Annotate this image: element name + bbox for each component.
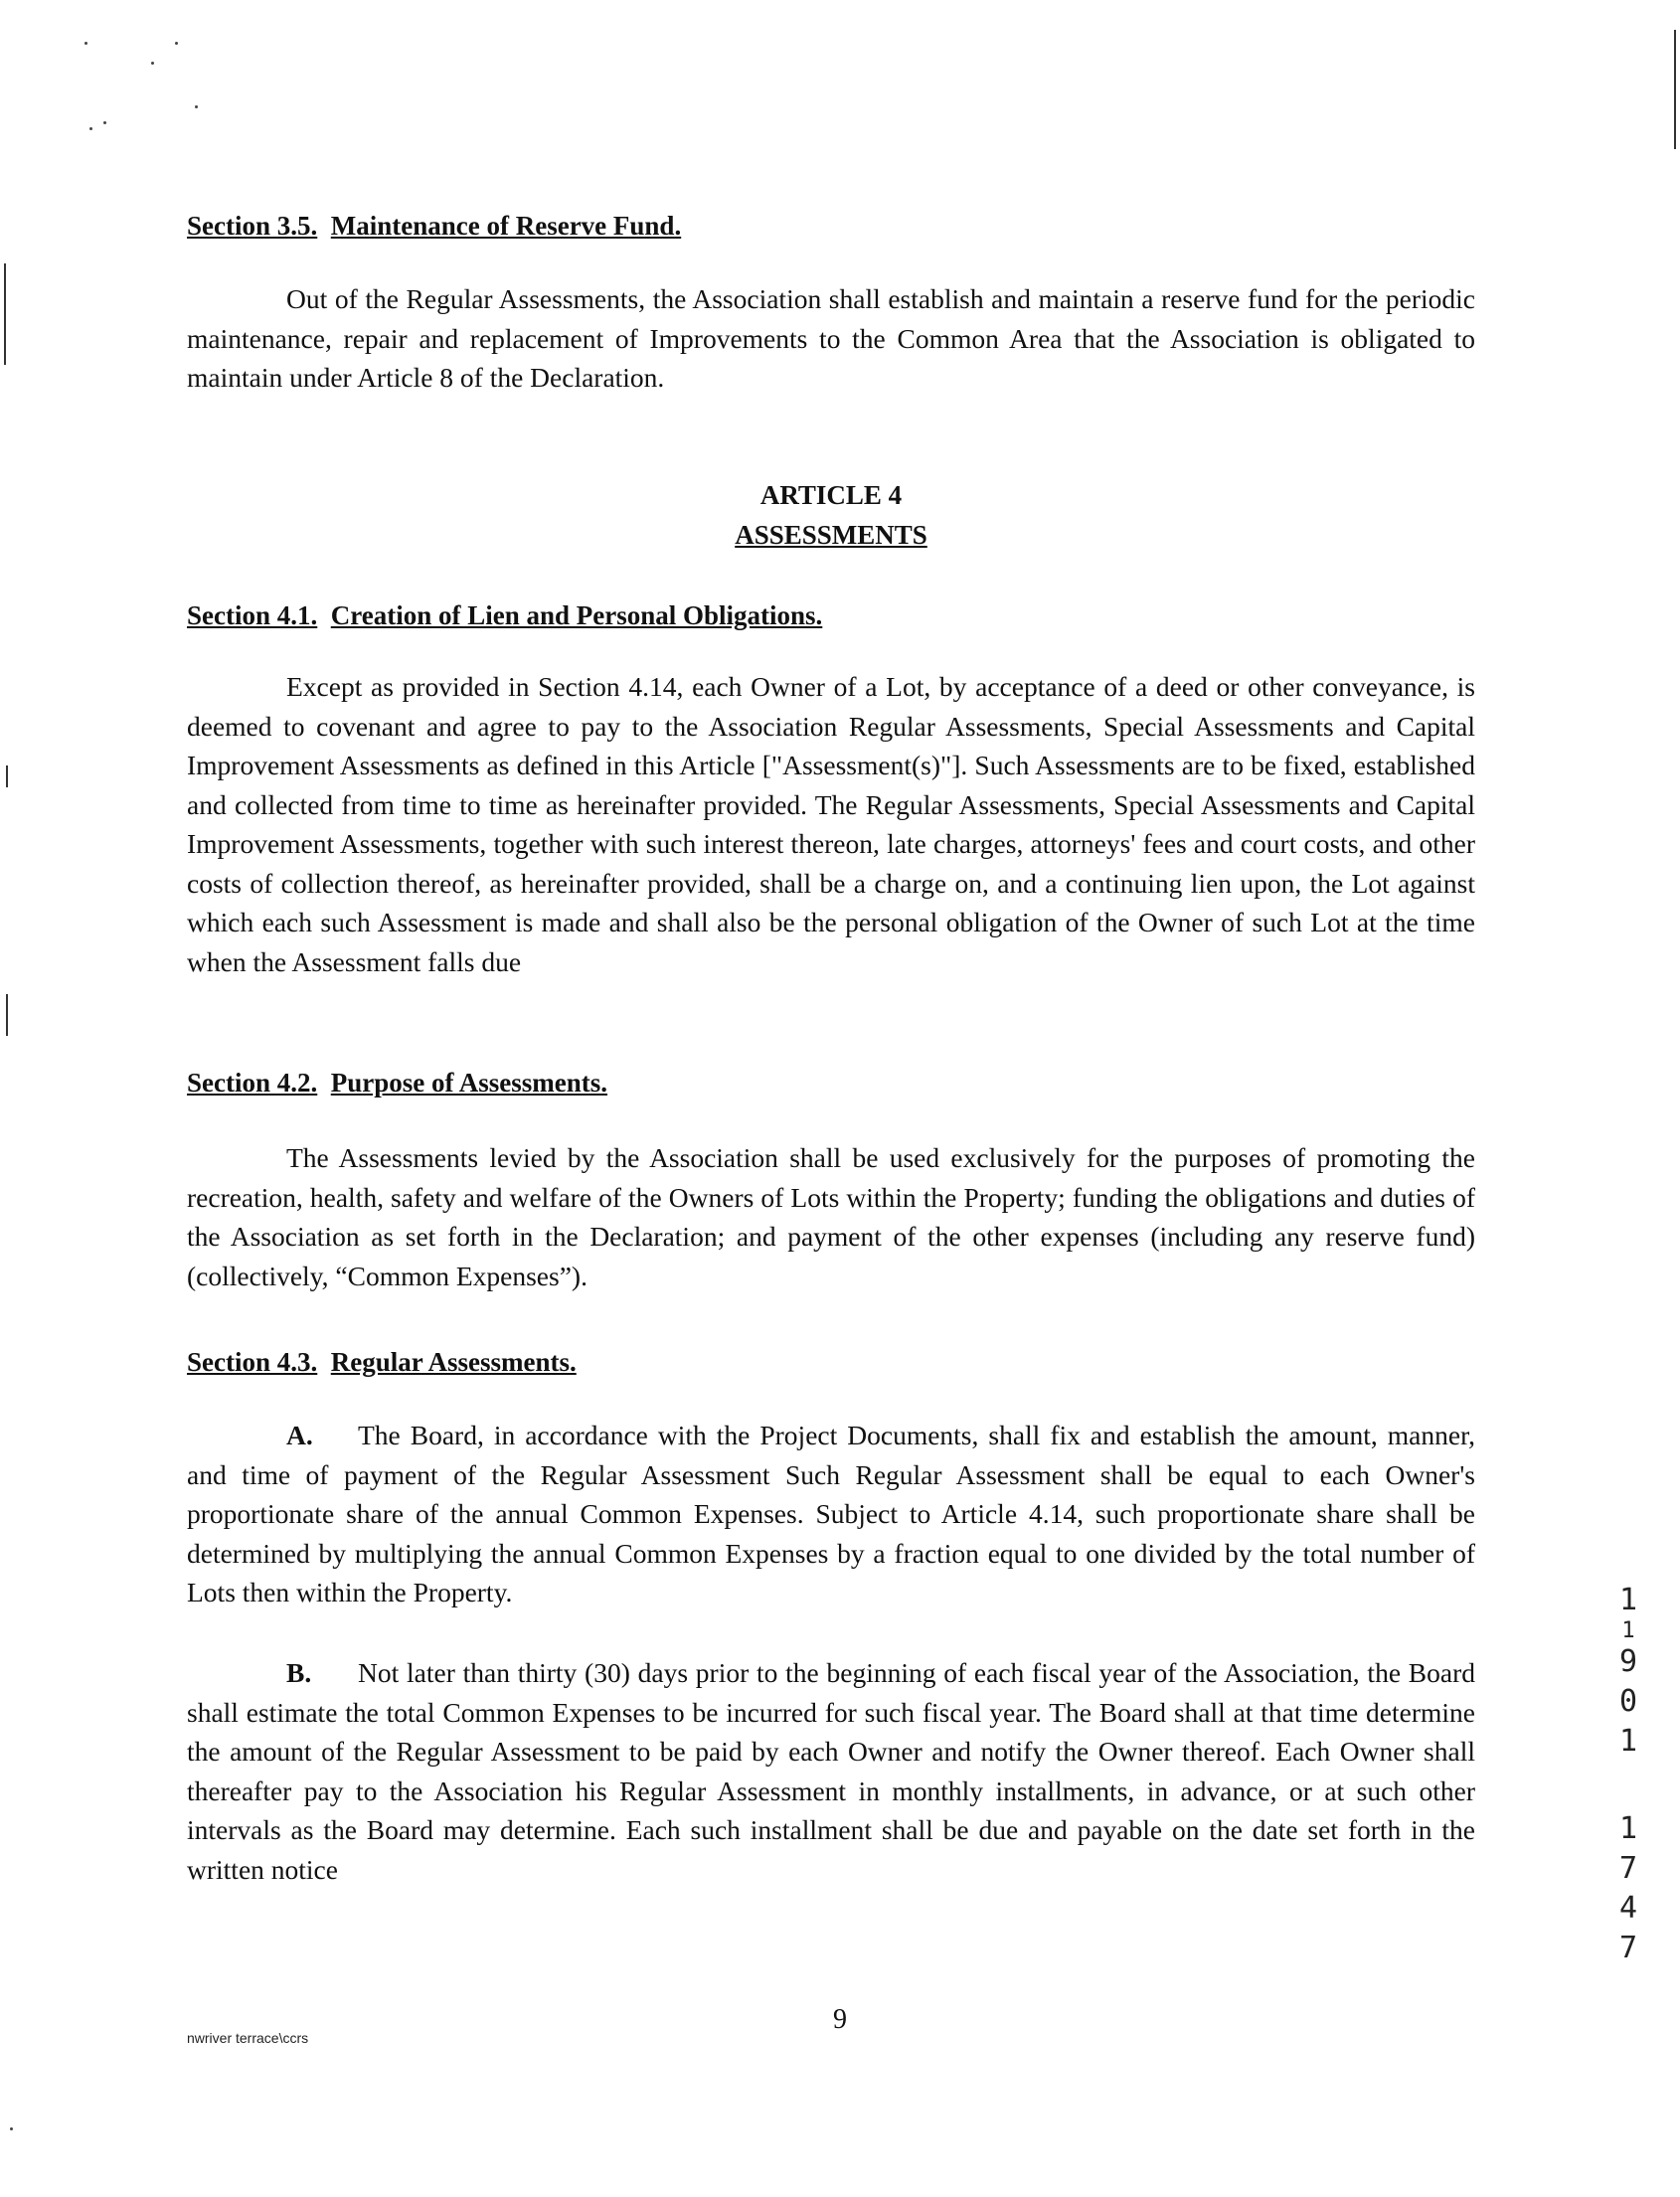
section-body: Except as provided in Section 4.14, each Owner of a Lot, by acceptance of a deed or other conveyance, is deemed to covenant and agree to pay to the Association Regular Assessments, Special Assessments and Capital Improvement Assessments as defined in this Article ["Assessment(s)"]. Such Assessments are to be fixed, established and collected from time to time as hereinafter provided. The Regular Assessments, Special Assessments and Capital Improvement Assessments, together with such interest thereon, late charges, attorneys' fees and court costs, and other costs of collection thereof, as hereinafter provided, shall be a charge on, and a continuing lien upon, the Lot against which each such Assessment is made and shall also be the personal obligation of the Owner of such Lot at the time when the Assessment falls due	[187, 671, 1475, 977]
section-title: Creation of Lien and Personal Obligations.	[330, 600, 823, 630]
section-number: Section 4.3.	[187, 1347, 318, 1377]
subsection-letter: A.	[286, 1420, 313, 1450]
section-heading	[187, 1345, 1475, 1379]
scan-margin-line	[6, 994, 8, 1036]
subsection-paragraph	[187, 1653, 1475, 1889]
section-title: Regular Assessments.	[330, 1347, 577, 1377]
stamp-digit: 0	[1618, 1684, 1638, 1719]
section-4-3-paragraph-b	[187, 1653, 1475, 1889]
scan-margin-line	[6, 765, 8, 787]
scan-speck	[151, 62, 154, 65]
recording-stamp-lower	[1616, 1809, 1640, 1968]
stamp-digit: 7	[1618, 1851, 1638, 1886]
section-3-5	[187, 209, 1475, 243]
subsection-text: The Board, in accordance with the Project Documents, shall fix and establish the amount, manner, and time of payment of the Regular Assessment Such Regular Assessment shall be equal to each Owner's proportionate share of the annual Common Expenses. Subject to Article 4.14, such proportionate share shall be determined by multiplying the annual Common Expenses by a fraction equal to one divided by the total number of Lots then within the Property.	[187, 1420, 1475, 1607]
stamp-digit: 1	[1618, 1811, 1638, 1846]
subsection-paragraph	[187, 1416, 1475, 1612]
scan-speck	[195, 105, 198, 108]
scan-margin-line	[1674, 30, 1676, 149]
scan-speck	[10, 2127, 13, 2130]
scan-margin-line	[4, 263, 6, 365]
section-number: Section 4.2.	[187, 1068, 318, 1098]
stamp-digit: 1	[1618, 1724, 1638, 1759]
section-4-3	[187, 1345, 1475, 1379]
section-4-1	[187, 598, 1475, 632]
section-4-3-paragraph-a	[187, 1416, 1475, 1612]
section-4-1-body-block	[187, 667, 1475, 981]
stamp-digit: 1	[1618, 1583, 1638, 1617]
scan-speck	[84, 42, 87, 45]
article-title: ASSESSMENTS	[735, 520, 927, 550]
scan-speck	[103, 121, 106, 124]
article-heading	[187, 475, 1475, 555]
article-label: ARTICLE 4	[759, 480, 903, 510]
section-heading	[187, 598, 1475, 632]
section-4-2-body-block	[187, 1138, 1475, 1295]
section-number: Section 3.5.	[187, 211, 318, 241]
section-title: Purpose of Assessments.	[330, 1068, 608, 1098]
scan-speck	[175, 42, 178, 45]
section-number: Section 4.1.	[187, 600, 318, 630]
stamp-digit: 9	[1618, 1644, 1638, 1679]
section-body: The Assessments levied by the Association shall be used exclusively for the purposes of promoting the recreation, health, safety and welfare of the Owners of Lots within the Property; funding the obligations and duties of the Association as set forth in the Declaration; and payment of the other expenses (including any reserve fund) (collectively, “Common Expenses”).	[187, 1142, 1475, 1291]
subsection-letter: B.	[286, 1657, 312, 1688]
section-heading	[187, 1066, 1475, 1099]
subsection-text: Not later than thirty (30) days prior to the beginning of each fiscal year of the Association, the Board shall estimate the total Common Expenses to be incurred for such fiscal year. The Board shall at that time determine the amount of the Regular Assessment to be paid by each Owner and notify the Owner thereof. Each Owner shall thereafter pay to the Association his Regular Assessment in monthly installments, in advance, or at such other intervals as the Board may determine. Each such installment shall be due and payable on the date set forth in the written notice	[187, 1657, 1475, 1885]
stamp-digit: 7	[1618, 1931, 1638, 1965]
section-body: Out of the Regular Assessments, the Association shall establish and maintain a reserve fund for the periodic maintenance, repair and replacement of Improvements to the Common Area that the Association is obligated to maintain under Article 8 of the Declaration.	[187, 283, 1475, 393]
section-title: Maintenance of Reserve Fund.	[330, 211, 682, 241]
file-path-footer: nwriver terrace\ccrs	[187, 2030, 309, 2046]
scan-speck	[89, 127, 92, 130]
section-heading	[187, 209, 1475, 243]
page-number: 9	[833, 2004, 847, 2035]
section-3-5-body-block	[187, 279, 1475, 398]
section-4-2	[187, 1066, 1475, 1099]
stamp-digit: 1	[1621, 1618, 1635, 1643]
recording-stamp	[1616, 1581, 1640, 1762]
stamp-digit: 4	[1618, 1891, 1638, 1926]
